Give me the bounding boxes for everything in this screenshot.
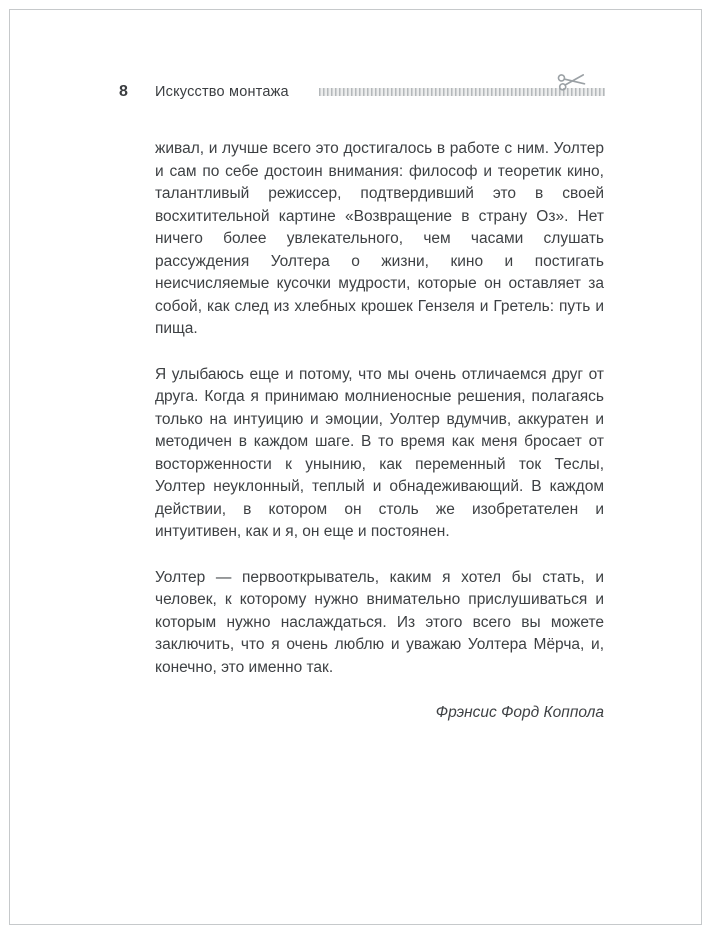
paragraph-3: Уолтер — первооткрыватель, каким я хотел бы стать, и человек, к которому нужно внимательно прислушиваться и которым нужно наслаждаться. Из этого всего вы можете заключить, что я очень люблю и уважаю Уолтера Мёрча, и, конечно, это именно так. [155, 568, 604, 676]
paragraph-2: Я улыбаюсь еще и потому, что мы очень отличаемся друг от друга. Когда я принимаю молниеносные решения, полагаясь только на интуицию и эмоции, Уолтер вдумчив, аккуратен и методичен в каждом шаге. В то время как меня бросает от восторженности к унынию, как переменный ток Теслы, Уолтер неуклонный, теплый и обнадеживающий. В каждом действии, в котором он столь же изобретателен и интуитивен, как и я, он еще и постоянен. [155, 365, 604, 540]
running-title: Искусство монтажа [155, 84, 289, 100]
page-number: 8 [119, 83, 128, 100]
scissors-icon [556, 69, 588, 93]
paragraph-1: живал, и лучше всего это достигалось в работе с ним. Уолтер и сам по себе достоин внимания: философ и теоретик кино, талантливый режиссер, подтвердивший это в своей восхитительной картине «Возвращение в страну Оз». Нет ничего более увлекательного, чем часами слушать рассуждения Уолтера о жизни, кино и постигать неисчисляемые кусочки мудрости, которые он оставляет за собой, как след из хлебных крошек Гензеля и Гретель: путь и пища. [155, 140, 604, 337]
cut-line [319, 88, 605, 96]
page-content [155, 138, 604, 748]
page-header [119, 83, 605, 101]
author-signature: Фрэнсис Форд Коппола [435, 704, 604, 721]
